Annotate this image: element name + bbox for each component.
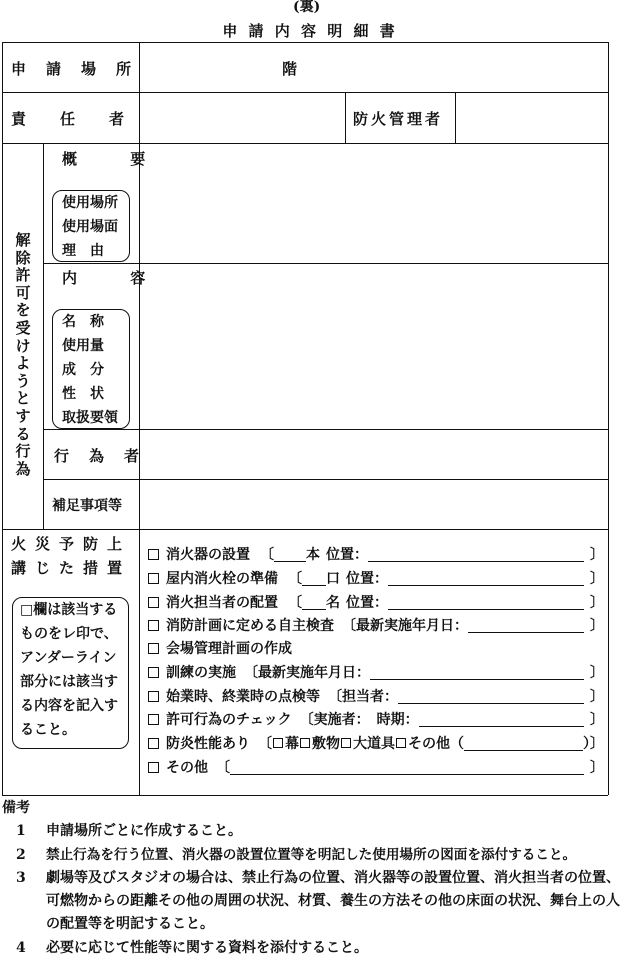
date-blank[interactable]	[468, 618, 584, 633]
remarks-heading: 備考	[2, 800, 30, 816]
measures-label-line2: 講じた措置	[11, 559, 132, 577]
fire-manager-input[interactable]	[457, 94, 606, 141]
floor-suffix: 階	[282, 60, 298, 78]
instruction-text: □欄は該当するものをレ印で、アンダーライン部分には該当する内容を記入すること。	[20, 602, 118, 738]
content-label: 内 容	[62, 269, 170, 287]
actor-label: 行為者	[54, 447, 160, 465]
location-label: 申請場所	[11, 60, 152, 78]
checkbox[interactable]	[148, 691, 159, 702]
count-blank[interactable]	[274, 547, 306, 562]
checkbox[interactable]	[148, 714, 159, 725]
responsible-label: 責任者	[11, 110, 159, 128]
notes-input[interactable]	[141, 481, 606, 527]
measure-row: 消火担当者の配置 〔 名 位置： 〕	[148, 591, 604, 613]
page-title: 申 請 内 容 明 細 書	[222, 22, 398, 40]
overview-label: 概 要	[62, 150, 170, 168]
location-input[interactable]	[141, 44, 271, 90]
measure-row: 防炎性能あり 〔 幕 敷物 大道具 その他（ ）〕	[148, 732, 604, 754]
actor-input[interactable]	[141, 431, 606, 477]
checkbox[interactable]	[148, 573, 159, 584]
side-mark: (裏)	[293, 0, 321, 15]
section-vertical-title: 解除許可を受けようとする行為	[15, 231, 31, 478]
measure-row: 消防計画に定める自主検査 〔最新実施年月日： 〕	[148, 614, 604, 636]
timing-blank[interactable]	[419, 712, 584, 727]
fire-manager-label: 防火管理者	[353, 110, 444, 128]
other-blank[interactable]	[230, 760, 584, 775]
measure-row: 始業時、終業時の点検等 〔担当者： 〕	[148, 685, 604, 707]
checkbox[interactable]	[148, 643, 159, 654]
remark-number: 4	[16, 940, 26, 956]
remark-number: 1	[16, 823, 26, 839]
remark-number: 2	[16, 847, 26, 863]
content-items: 名 称 使用量 成 分 性 状 取扱要領	[62, 314, 118, 426]
checkbox[interactable]	[341, 738, 351, 748]
date-blank[interactable]	[370, 665, 584, 680]
checkbox[interactable]	[148, 620, 159, 631]
overview-items: 使用場所 使用場面 理 由	[62, 195, 118, 259]
remark-text: 劇場等及びスタジオの場合は、禁止行為の位置、消火器等の設置位置、消火担当者の位置、可燃物からの距離その他の周囲の状況、材質、養生の方法その他の床面の状況、舞台上の人の配置等を明記すること。	[46, 870, 620, 932]
location-blank[interactable]	[368, 547, 584, 562]
measure-row: 消火器の設置 〔 本 位置： 〕	[148, 543, 604, 565]
location-blank[interactable]	[388, 595, 584, 610]
notes-label: 補足事項等	[52, 498, 122, 514]
measures-label-line1: 火災予防上	[11, 535, 132, 553]
checkbox[interactable]	[148, 597, 159, 608]
measure-row: 会場管理計画の作成	[148, 637, 604, 659]
responsible-input[interactable]	[141, 94, 343, 141]
remark-text: 申請場所ごとに作成すること。	[46, 823, 242, 839]
checkbox[interactable]	[148, 549, 159, 560]
count-blank[interactable]	[302, 571, 326, 586]
overview-input[interactable]	[141, 145, 606, 261]
checkbox[interactable]	[273, 738, 283, 748]
person-blank[interactable]	[398, 689, 584, 704]
location-blank[interactable]	[388, 571, 584, 586]
checkbox[interactable]	[148, 762, 159, 773]
remark-text: 禁止行為を行う位置、消火器の設置位置等を明記した使用場所の図面を添付すること。	[46, 847, 577, 863]
measure-row: 許可行為のチェック 〔実施者： 時期： 〕	[148, 708, 604, 730]
checkbox[interactable]	[300, 738, 310, 748]
measure-row: 訓練の実施 〔最新実施年月日： 〕	[148, 661, 604, 683]
checkbox[interactable]	[396, 738, 406, 748]
measure-row: 屋内消火栓の準備 〔 口 位置： 〕	[148, 567, 604, 589]
count-blank[interactable]	[302, 595, 326, 610]
checkbox[interactable]	[148, 738, 159, 749]
checkbox[interactable]	[148, 667, 159, 678]
measure-row: その他 〔 〕	[148, 756, 604, 778]
remark-text: 必要に応じて性能等に関する資料を添付すること。	[46, 940, 368, 956]
content-input[interactable]	[141, 265, 606, 427]
other-blank[interactable]	[464, 736, 583, 751]
remark-number: 3	[16, 870, 26, 886]
